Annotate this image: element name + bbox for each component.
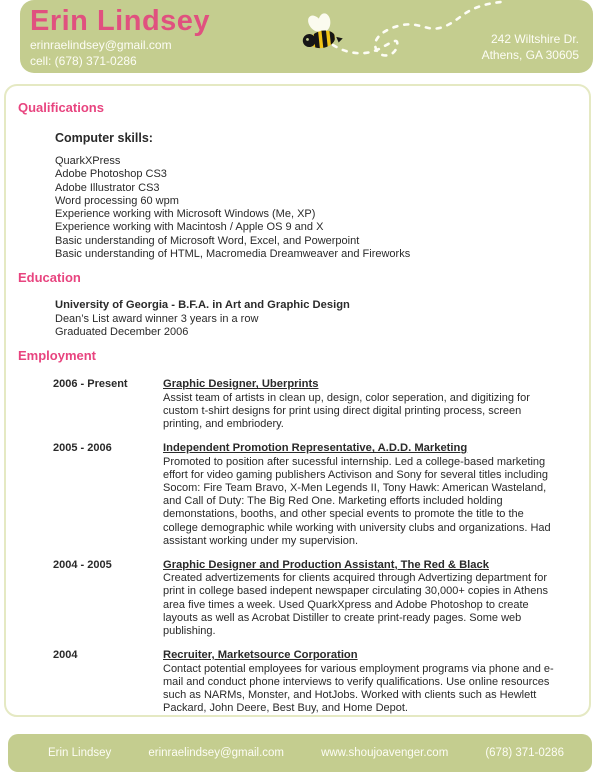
job-entry <box>53 649 575 715</box>
job-entry <box>53 442 575 548</box>
footer-website: www.shoujoavenger.com <box>321 747 449 759</box>
footer-bar <box>8 734 592 772</box>
job-dates: 2006 - Present <box>53 378 128 391</box>
header-cell-phone: cell: (678) 371-0286 <box>30 54 137 68</box>
skill-item: Adobe Illustrator CS3 <box>55 181 160 194</box>
job-entry <box>53 378 575 431</box>
skill-item: Basic understanding of Microsoft Word, Excel, and Powerpoint <box>55 234 360 247</box>
job-title: Recruiter, Marketsource Corporation <box>163 649 358 662</box>
footer-phone: (678) 371-0286 <box>485 747 564 759</box>
computer-skills-subheading: Computer skills: <box>55 131 153 145</box>
job-dates: 2005 - 2006 <box>53 442 112 455</box>
content-box <box>4 84 591 717</box>
address-city: Athens, GA 30605 <box>481 48 579 62</box>
job-body <box>163 559 555 638</box>
employment-list <box>53 378 575 715</box>
education-detail: Dean’s List award winner 3 years in a row <box>55 312 259 325</box>
skill-item: Experience working with Macintosh / Apple OS 9 and X <box>55 221 324 234</box>
education-detail: Graduated December 2006 <box>55 325 189 338</box>
job-entry <box>53 559 575 638</box>
address-street: 242 Wiltshire Dr. <box>490 32 579 46</box>
skills-list <box>55 155 575 261</box>
job-description: Created advertizements for clients acquired through Advertizing department for print in college based indepent newspaper circulating 30,000+ copies in Athens area five times a week. Used QuarkXpress and Adobe Photoshop to create layouts as well as Acrobat Distiller to create print-ready pages. Some web publishing. <box>163 572 548 637</box>
job-title: Graphic Designer, Uberprints <box>163 378 319 391</box>
education-degree: University of Georgia - B.F.A. in Art and Graphic Design <box>55 299 350 312</box>
name-title: Erin Lindsey <box>30 5 211 37</box>
section-heading-education: Education <box>18 270 81 286</box>
job-description: Contact potential employees for various employment programs via phone and e-mail and conduct phone interviews to verify qualifications. Use online resources such as NARMs, Monster, and HotJobs. Worked with clients such as Hewlett Packard, John Deere, Best Buy, and Home Depot. <box>163 662 554 715</box>
job-description: Promoted to position after sucessful internship. Led a college-based marketing effort for video gaming publishers Activison and Sony for several titles including Socom: Fire Team Bravo, X-Men Legends II, Tony Hawk: American Wasteland, and Call of Duty: The Big Red One. Marketing efforts included holding demonstations, booths, and other special events to promote the title to the college demographic while working with university clubs and organizations. Had assistant working under my supervision. <box>163 455 551 547</box>
skill-item: QuarkXPress <box>55 155 121 167</box>
education-entry <box>55 299 575 339</box>
job-title: Graphic Designer and Production Assistant, The Red & Black <box>163 558 489 571</box>
job-dates: 2004 <box>53 649 78 662</box>
skill-item: Adobe Photoshop CS3 <box>55 168 167 181</box>
job-title: Independent Promotion Representative, A.D.D. Marketing <box>163 442 468 455</box>
dotted-flight-path <box>333 2 501 55</box>
footer-name: Erin Lindsey <box>48 747 112 759</box>
header-email: erinraelindsey@gmail.com <box>30 38 172 52</box>
skill-item: Basic understanding of HTML, Macromedia Dreamweaver and Fireworks <box>55 248 411 261</box>
footer-email: erinraelindsey@gmail.com <box>148 747 285 759</box>
job-description: Assist team of artists in clean up, design, color seperation, and digitizing for custom t-shirt designs for print using direct digital printing process, screen printing, and embriodery. <box>163 391 530 431</box>
header-address <box>482 31 579 63</box>
header-identity <box>30 5 210 69</box>
header-banner <box>20 0 593 73</box>
section-heading-employment: Employment <box>18 348 97 364</box>
job-body <box>163 378 555 431</box>
section-heading-qualifications: Qualifications <box>18 100 104 115</box>
job-dates: 2004 - 2005 <box>53 558 112 571</box>
job-body <box>163 442 555 548</box>
skill-item: Word processing 60 wpm <box>55 194 179 207</box>
skill-item: Experience working with Microsoft Windows (Me, XP) <box>55 208 316 221</box>
job-body <box>163 649 555 715</box>
